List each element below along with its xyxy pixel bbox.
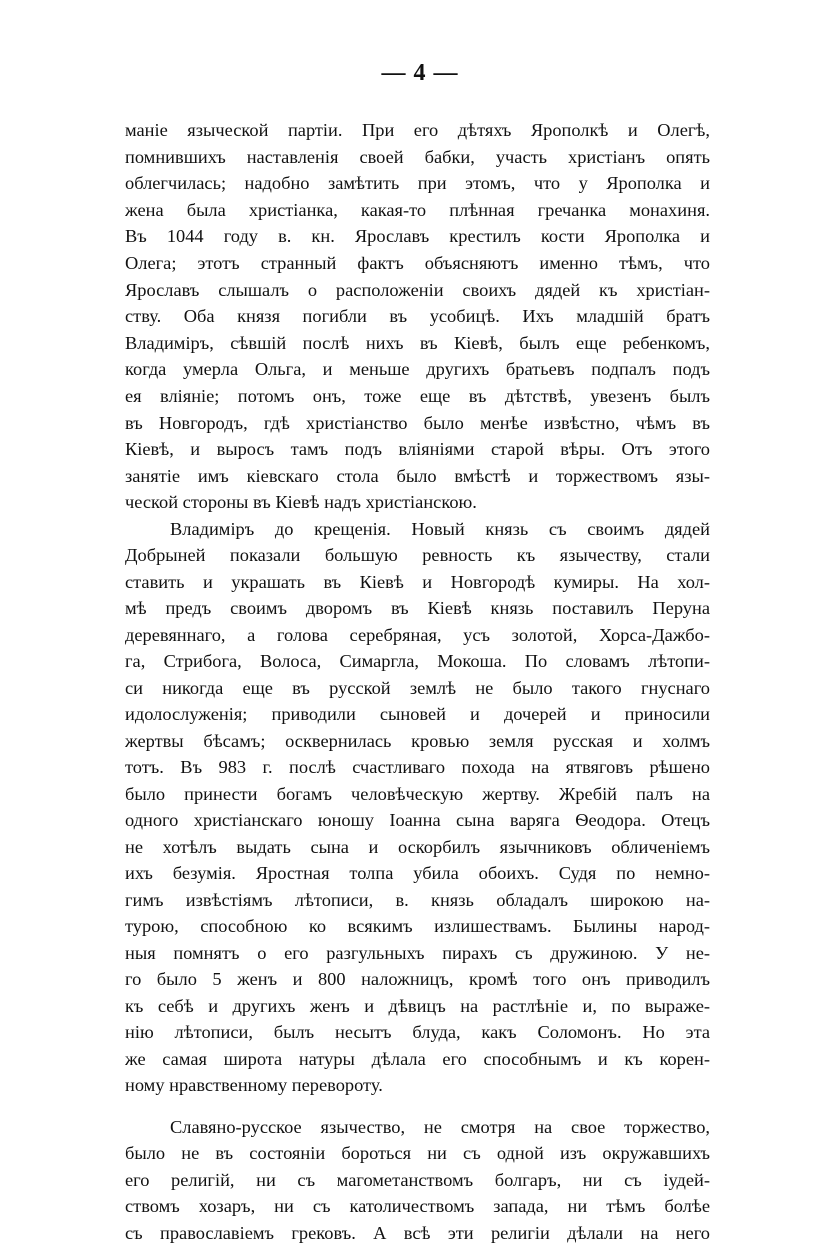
text-line: когда умерла Ольга, и меньше другихъ братьевъ подпалъ подъ — [125, 359, 710, 380]
text-line: было не въ состояніи бороться ни съ одной изъ окружавшихъ — [125, 1143, 710, 1164]
text-line: его религій, ни съ магометанствомъ болгаръ, ни съ іудей- — [125, 1169, 710, 1190]
paragraph-1 — [125, 117, 710, 516]
text-line: помнившихъ наставленія своей бабки, участь христіанъ опять — [125, 146, 710, 167]
text-line: къ себѣ и другихъ женъ и дѣвицъ на растлѣніе и, по выраже- — [125, 995, 710, 1016]
text-line: нію лѣтописи, былъ несытъ блуда, какъ Соломонъ. Но эта — [125, 1022, 710, 1043]
text-line: Добрыней показали большую ревность къ язычеству, стали — [125, 545, 710, 566]
text-line: Владиміръ, сѣвшій послѣ нихъ въ Кіевѣ, былъ еще ребенкомъ, — [125, 332, 710, 353]
text-line: ихъ безумія. Яростная толпа убила обоихъ. Судя по немно- — [125, 863, 710, 884]
text-line: Кіевѣ, и выросъ тамъ подъ вліяніями старой вѣры. Отъ этого — [125, 439, 710, 460]
text-line: ствомъ хозаръ, ни съ католичествомъ запада, ни тѣмъ болѣе — [125, 1196, 710, 1217]
text-line: Ярославъ слышалъ о расположеніи своихъ дядей къ христіан- — [125, 279, 710, 300]
text-line: было принести богамъ человѣческую жертву. Жребій палъ на — [125, 783, 710, 804]
text-line: ному нравственному перевороту. — [125, 1075, 383, 1096]
text-line: тотъ. Въ 983 г. послѣ счастливаго похода на ятвяговъ рѣшено — [125, 757, 710, 778]
page-number: — 4 — — [381, 60, 459, 86]
text-line: съ православіемъ грековъ. А всѣ эти религіи дѣлали на него — [125, 1222, 710, 1243]
text-line: ныя помнятъ о его разгульныхъ пирахъ съ дружиною. У не- — [125, 942, 710, 963]
paragraph-gap — [125, 1099, 710, 1114]
text-line: въ Новгородъ, гдѣ христіанство было менѣе извѣстно, чѣмъ въ — [125, 412, 710, 433]
text-line: облегчилась; надобно замѣтить при этомъ, что у Ярополка и — [125, 173, 710, 194]
text-line: одного христіанскаго юношу Іоанна сына варяга Ѳеодора. Отецъ — [125, 810, 710, 831]
text-line: Владиміръ до крещенія. Новый князь съ своимъ дядей — [170, 518, 710, 539]
text-line: маніе языческой партіи. При его дѣтяхъ Ярополкѣ и Олегѣ, — [125, 120, 710, 140]
body-text — [125, 117, 710, 1246]
paragraph-2 — [125, 516, 710, 1099]
text-line: же самая широта натуры дѣлала его способнымъ и къ корен- — [125, 1048, 710, 1069]
text-line: занятіе имъ кіевскаго стола было вмѣстѣ и торжествомъ язы- — [125, 465, 710, 486]
text-line: ея вліяніе; потомъ онъ, тоже еще въ дѣтствѣ, увезенъ былъ — [125, 385, 710, 406]
text-line: мѣ предъ своимъ дворомъ въ Кіевѣ князь поставилъ Перуна — [125, 598, 710, 619]
text-line: ству. Оба князя погибли въ усобицѣ. Ихъ младшій братъ — [125, 306, 710, 327]
text-line: жертвы бѣсамъ; осквернилась кровью земля русская и холмъ — [125, 730, 710, 751]
text-line: ческой стороны въ Кіевѣ надъ христіанскою. — [125, 492, 477, 513]
text-line: турою, способною ко всякимъ излишествамъ. Былины народ- — [125, 916, 710, 937]
text-line: идолослуженія; приводили сыновей и дочерей и приносили — [125, 704, 710, 725]
text-line: жена была христіанка, какая-то плѣнная гречанка монахиня. — [125, 199, 710, 220]
text-line: Олега; этотъ странный фактъ объясняютъ именно тѣмъ, что — [125, 252, 710, 273]
paragraph-3 — [125, 1114, 710, 1246]
text-line: го было 5 женъ и 800 наложницъ, кромѣ того онъ приводилъ — [125, 969, 710, 990]
text-line: га, Стрибога, Волоса, Симаргла, Мокоша. По словамъ лѣтопи- — [125, 651, 710, 672]
text-line: Славяно-русское язычество, не смотря на свое торжество, — [170, 1116, 710, 1137]
text-line: деревяннаго, а голова серебряная, усъ золотой, Хорса-Дажбо- — [125, 624, 710, 645]
text-line: гимъ извѣстіямъ лѣтописи, в. князь обладалъ широкою на- — [125, 889, 710, 910]
text-line: си никогда еще въ русской землѣ не было такого гнуснаго — [125, 677, 710, 698]
text-line: ставить и украшать въ Кіевѣ и Новгородѣ кумиры. На хол- — [125, 571, 710, 592]
text-line: Въ 1044 году в. кн. Ярославъ крестилъ кости Ярополка и — [125, 226, 710, 247]
text-line: не хотѣлъ выдать сына и оскорбилъ язычниковъ обличеніемъ — [125, 836, 710, 857]
